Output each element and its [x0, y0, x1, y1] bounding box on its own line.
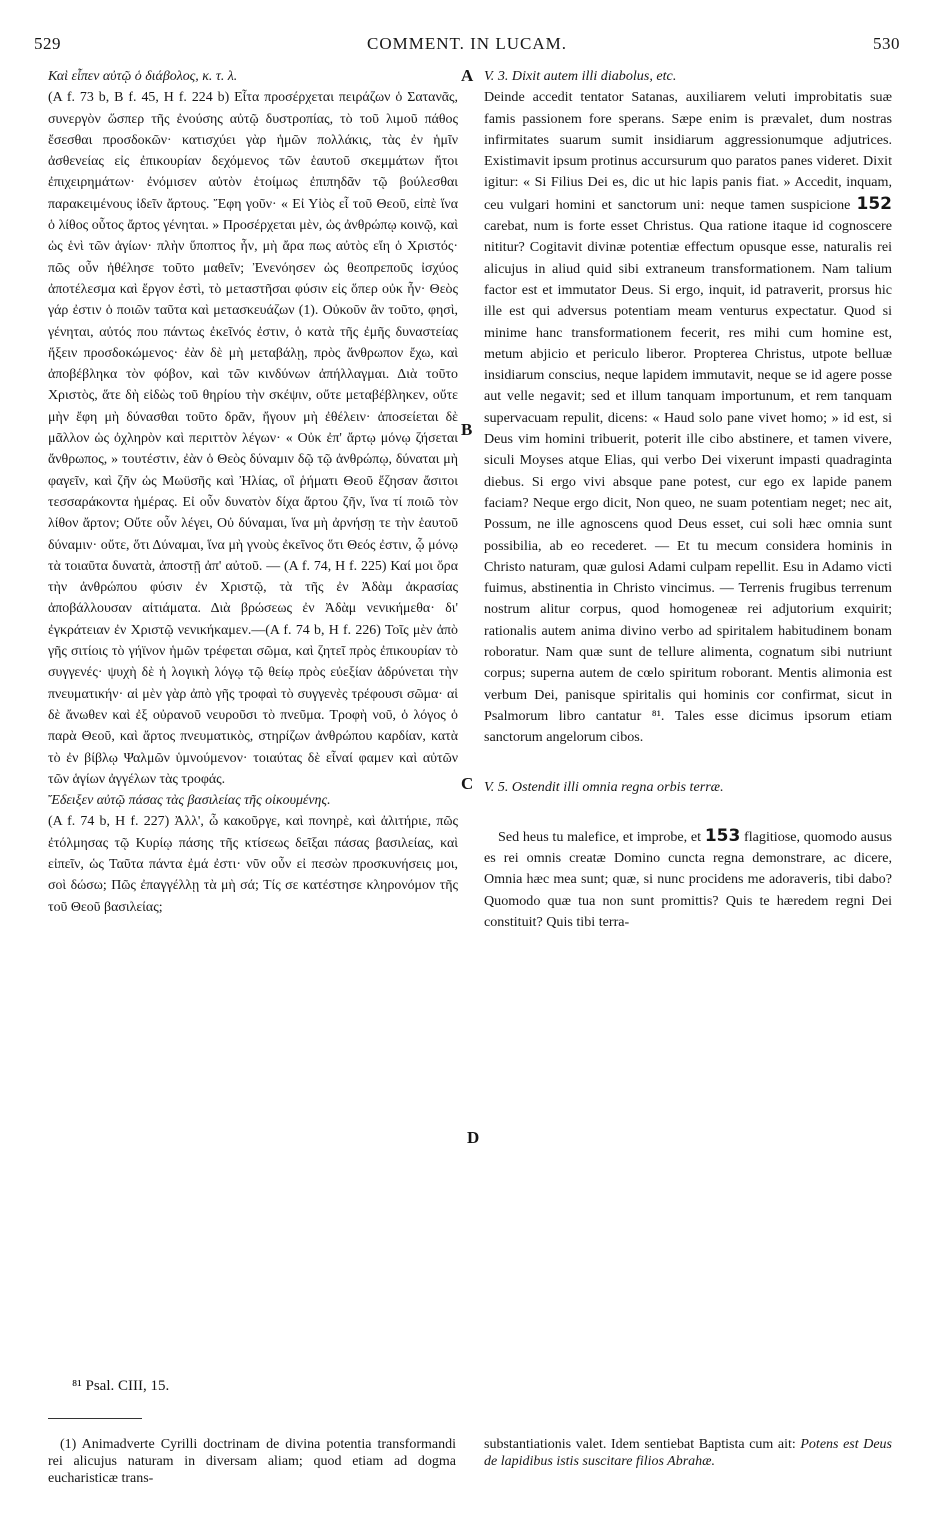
latin-column — [484, 66, 892, 933]
latin-paragraph-2-end: flagitiose, quomodo ausus es rei omnis creatæ Domino cuncta regna demonstrare, ac dicere, Omnia hæc mea sunt; quæ, si nunc procidens me adoraveris, tibi dabo? Quomodo quæ tua non sunt promittis? Quis te hæredem regni Dei constituit? Quis tibi terra- — [484, 828, 892, 930]
section-number-152: 152 — [856, 193, 892, 214]
greek-column — [48, 66, 458, 918]
latin-paragraph-2-start: Sed heus tu malefice, et improbe, et — [498, 828, 702, 845]
margin-marker-b: B — [461, 420, 473, 439]
margin-marker-d: D — [467, 1128, 480, 1147]
right-page-number: 530 — [873, 34, 900, 53]
greek-paragraph-1: (A f. 73 b, B f. 45, H f. 224 b) Εἶτα προσέρχεται πειράζων ὁ Σατανᾶς, συνεργὸν ὥσπερ τῆς ἐνούσης αὐτῷ δυστροπίας, τὸ τοῦ λιμοῦ πάθος ἔσεσθαι προσδοκῶν· κατισχύει γὰρ ἡμῶν πολλάκις, τὰς ἐν ἡμῖν ἀσθενείας εἰς ἐπικουρίαν δεχόμενος τῶν ἑαυτοῦ σκεμμάτων ἤτοι ἐπιχειρημάτων· ἐνόμισεν αὐτὸν ἑτοίμως ἐπιπηδᾶν τῷ βούλεσθαι παρακειμένους ἰδεῖν ἄρτους. Ἔφη γοῦν· « Εἰ Υἱὸς εἶ τοῦ Θεοῦ, εἰπὲ ἵνα ὁ λίθος οὗτος ἄρτος γένηται. » Προσέρχεται μὲν, ὡς ἀνθρώπῳ κοινῷ, καὶ ὡς ἑνὶ τῶν ἁγίων· πλὴν ὕποπτος ἦν, μὴ ἄρα πως αὐτὸς εἴη ὁ Χριστός· πῶς οὖν ἠθέλησε τοῦτο μαθεῖν; Ἐνενόησεν ὡς θεοπρεποῦς ἰσχύος ἀποτέλεσμα καὶ ἔργον ἐστὶ, τὸ μεταστῆσαι φύσιν εἰς ὅπερ οὐκ ἦν· Θεὸς γάρ ἐστιν ὁ ποιῶν ταῦτα καὶ μετασκευάζων (1). Οὐκοῦν ἂν τοῦτο, φησὶ, γένηται, αὐτός που πάντως ἐκεῖνός ἐστιν, ὁ κατὰ τῆς ἐμῆς δυναστείας ἥξειν προσδοκώμενος· ἐὰν δὲ μὴ μεταβάλῃ, πρὸς ἄνθρωπον ἔχω, καὶ ἀποβέβληκα τὸν φόβον, καὶ τῶν κινδύνων ἀπήλλαγμαι. Διὰ τοῦτο Χριστὸς, ἅτε δὴ εἰδὼς τοῦ θηρίου τὴν σκέψιν, οὔτε μεταβέβληκεν, οὔτε μὴν ἔφη μὴ δύνασθαι τοῦτο δρᾶν, ἤγουν μὴ ἐθέλειν· ἀποσείεται δὲ μᾶλλον ὡς ὀχληρὸν καὶ περιττὸν λέγων· « Οὐκ ἐπ' ἄρτῳ μόνῳ ζήσεται ἄνθρωπος, » τουτέστιν, ἐὰν ὁ Θεὸς δύναμιν δῷ τῷ ἀνθρώπῳ, δύναται μὴ φαγεῖν, καὶ ζῆν ὡς Μωϋσῆς καὶ Ἠλίας, οἳ ῥήματι Θεοῦ ἔζησαν ἄσιτοι τεσσαράκοντα ἡμέρας. Εἰ οὖν δυνατὸν δίχα ἄρτου ζῆν, ἵνα τί ποιῶ τὸν λίθον ἄρτον; Οὔτε οὖν λέγει, Οὐ δύναμαι, ἵνα μὴ ἀρνήσῃ τε τὴν ἑαυτοῦ δύναμιν· οὔτε, ὅτι Δύναμαι, ἵνα μὴ γνοὺς ἐκεῖνος ὅτι Θεός ἐστιν, ᾧ μόνῳ τὰ τοιαῦτα δυνατὰ, ἀποστῇ ἀπ' αὐτοῦ. — (A f. 74, H f. 225) Καί μοι ὅρα τὴν ἀνθρώπου φύσιν ἐν Χριστῷ, τὰ τῆς ἐν Ἀδὰμ ἀκρασίας ἀποβάλλουσαν αἰτιάματα. Διὰ βρώσεως ἐν Ἀδὰμ νενικήμεθα· δι' ἐγκράτειαν ἐν Χριστῷ νενικήκαμεν.—(A f. 74 b, H f. 226) Τοῖς μὲν ἀπὸ γῆς σιτίοις τὸ γήϊνον ἡμῶν τρέφεται σῶμα, καὶ ζητεῖ πρὸς ἐπικουρίαν τὸ συγγενές· ψυχὴ δὲ ἡ λογικὴ λόγῳ τῷ θείῳ πρὸς εὐεξίαν ἀδρύνεται τὴν πνευματικήν· αἱ μὲν γὰρ ἀπὸ γῆς τροφαὶ τὸ συγγενὲς τρέφουσι σῶμα· αἱ δὲ ἄνωθεν καὶ ἐξ οὐρανοῦ νευροῦσι τὸ πνεῦμα. Τροφὴ νοῦ, ὁ λόγος ὁ παρὰ Θεοῦ, καὶ ἄρτος πνευματικὸς, στηρίζων ἀνθρώπου καρδίαν, κατὰ τὸ ἐν βίβλῳ Ψαλμῶν ὑμνούμενον· τοιαύτας δὲ εἶναί φαμεν καὶ αὐτῶν τῶν ἁγίων ἀγγέλων τὰς τροφάς. — [48, 90, 458, 787]
greek-heading-2: Ἔδειξεν αὐτῷ πάσας τὰς βασιλείας τῆς οἰκουμένης. — [48, 793, 331, 809]
footnote-right — [484, 1436, 892, 1470]
section-number-153: 153 — [704, 825, 741, 846]
margin-marker-c: C — [461, 774, 474, 793]
running-title: COMMENT. IN LUCAM. — [367, 34, 567, 53]
greek-heading-1: Καὶ εἶπεν αὐτῷ ὁ διάβολος, κ. τ. λ. — [48, 69, 238, 84]
footnote-rule — [48, 1418, 142, 1419]
latin-heading-1: V. 3. Dixit autem illi diabolus, etc. — [484, 68, 677, 84]
footnote-right-quote: Potens est Deus de lapidibus istis suscitare filios Abrahæ. — [484, 1437, 892, 1469]
footnote-right-text: substantiationis valet. Idem sentiebat Baptista cum ait: — [484, 1437, 796, 1452]
footnote-left: (1) Animadverte Cyrilli doctrinam de divina potentia transformandi rei alicujus naturam in diversam aliam; quod etiam ad dogma eucharisticæ trans- — [48, 1437, 456, 1486]
latin-paragraph-1 — [484, 87, 892, 748]
latin-paragraph-2 — [484, 826, 892, 933]
greek-paragraph-2: (A f. 74 b, H f. 227) Ἀλλ', ὦ κακοῦργε, καὶ πονηρὲ, καὶ ἀλιτήριε, πῶς ἐτόλμησας τῷ Κυρίῳ πάσης τῆς κτίσεως δεῖξαι πάσας βασιλείας, καὶ εἰπεῖν, ὡς Ταῦτα πάντα ἐμά ἐστι· νῦν οὖν εἰ πεσὼν προσκυνήσεις μοι, σοὶ δώσω; Πῶς ἐπαγγέλλῃ τὰ μὴ σά; Τίς σε κατέστησε κληρονόμον τῆς τοῦ Θεοῦ βασιλείας; — [48, 814, 458, 915]
margin-marker-a: A — [461, 66, 474, 85]
left-page-number: 529 — [34, 34, 61, 53]
latin-heading-2: V. 5. Ostendit illi omnia regna orbis terræ. — [484, 778, 724, 795]
psalm-reference-note: ⁸¹ Psal. CIII, 15. — [72, 1378, 170, 1394]
latin-paragraph-1-end: carebat, num is forte esset Christus. Qua ratione itaque id cognoscere nititur? Cogitavit divinæ potentiæ effectum opusque esse, naturalis rei alicujus in aliud quid sibi extraneum transformationem. Nam talium factor est et immutator Deus. Si ergo, inquit, id patraverit, prorsus hic ille est qui adversus potentiam meam venturus expectatur. Quod si minime hanc transformationem fecerit, res mihi cum homine est, metum abjicio et periculo liberor. Propterea Christus, utpote belluæ insidiarum conscius, neque lapidem immutavit, neque se id agere posse aut velle negavit; sed et illum tanquam importunum, et rem tanquam supervacuam repulit, dicens: « Haud solo pane vivet homo; » id est, si Deus vim homini tribuerit, poterit ille cibo abstinere, et tamen vivere, siculi Moyses atque Elias, qui verbo Dei vixerunt impasti quadraginta diebus. Si ergo vivi absque pane potest, cur ego ex lapide panem faciam? Neque ergo dicit, Non queo, ne suam potentiam neget; nec ait, Possum, ne ille agnoscens quod Deus esset, cui soli hæc omnia sunt possibilia, ab eo recederet. — Et tu mecum considera hominis in Christo naturam, quæ gulosi Adami culpam repellit. Esu in Adamo victi fuimus, abstinentia in Christo vincimus. — Terrenis frugibus terrenum nostrum alitur corpus, quod homogeneæ rei adjutorium exquirit; rationalis autem anima divino verbo ad spiritalem habitudinem bonam roboratur. Nam quæ sunt de tellure alimenta, cognatum sibi nutriunt corpus; superna autem de cœlo spiritum roborant. Mentis alimonia est verbum Dei, panisque spiritalis qui hominis cor confirmat, sicut in Psalmorum libro cantatur ⁸¹. Tales esse dicimus ipsorum etiam sanctorum angelorum cibos. — [484, 218, 892, 746]
running-header — [34, 34, 900, 58]
latin-paragraph-1-start: Deinde accedit tentator Satanas, auxiliarem veluti improbitatis suæ famis passionem fore sperans. Sæpe enim is prævalet, dum nostras infirmitates suarum sumit insidiarum aggressionumque adjutrices. Existimavit ipsum protinus accursurum quo paratos panes videret. Dixit igitur: « Si Filius Dei es, dic ut hic lapis panis fiat. » Accedit, inquam, ceu vulgari homini et sanctorum uni: neque tamen suspicione — [484, 89, 892, 213]
